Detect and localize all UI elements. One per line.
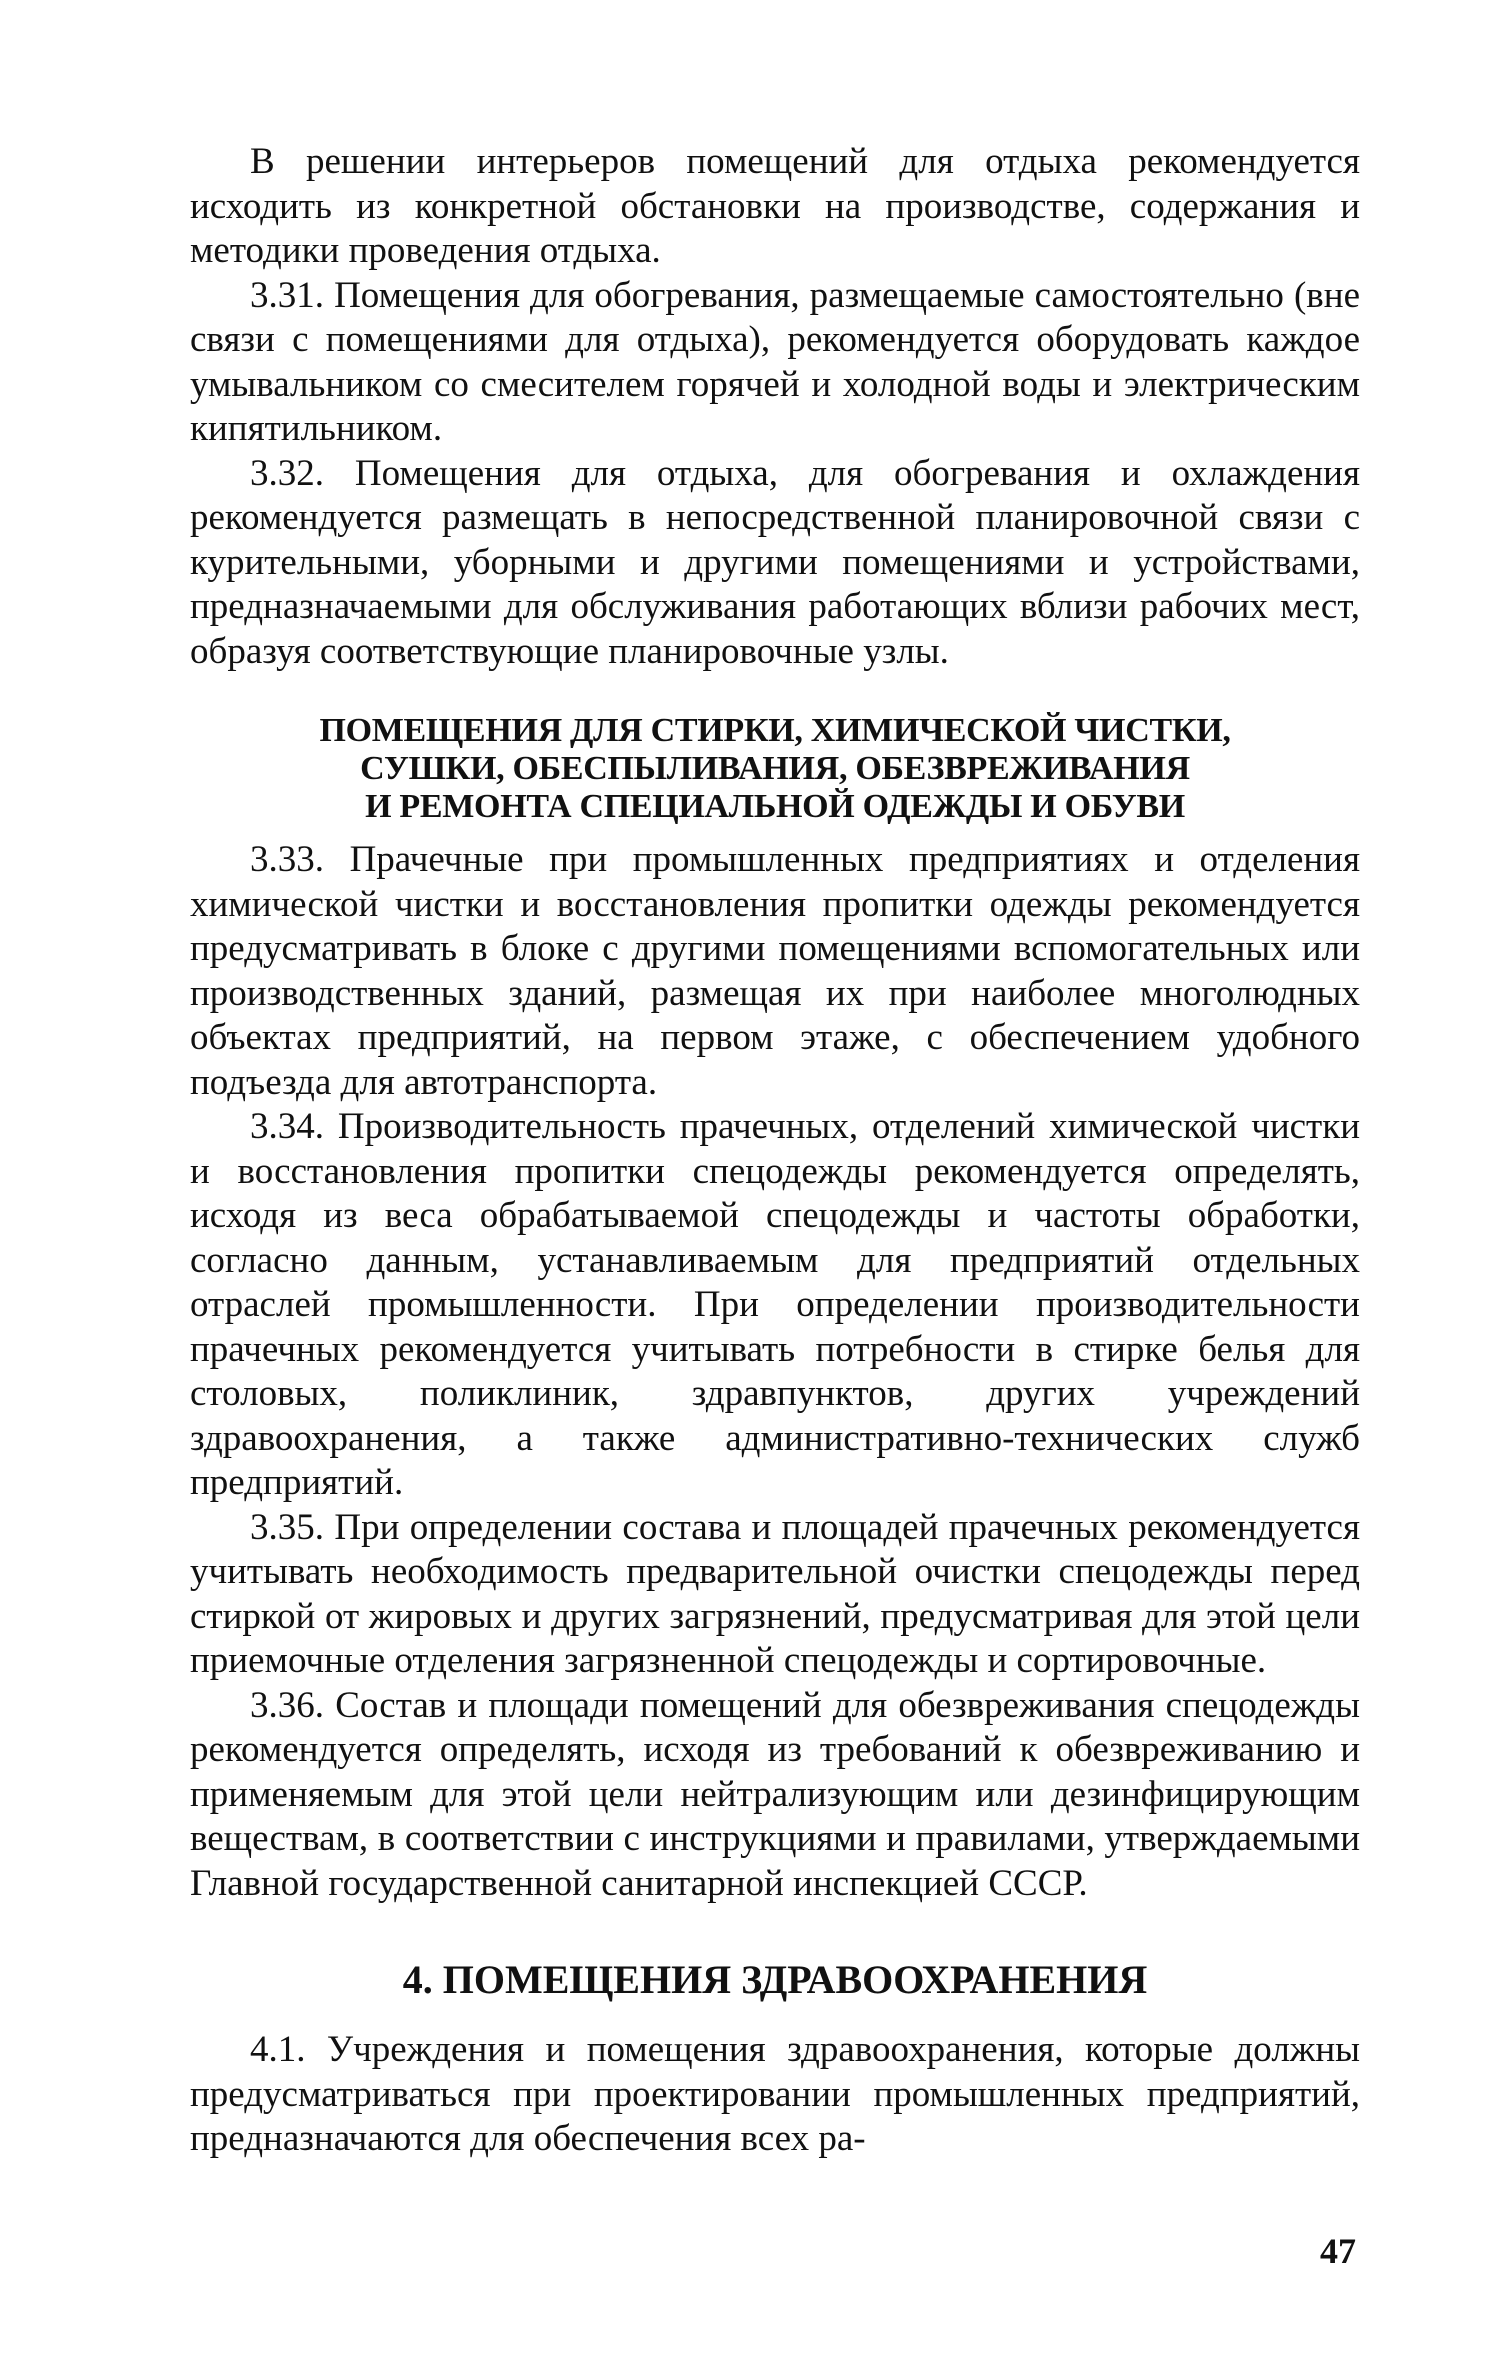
clause-3-34 — [190, 1105, 1360, 1506]
page-number: 47 — [1320, 2231, 1356, 2271]
chapter-heading: 4. ПОМЕЩЕНИЯ ЗДРАВООХРАНЕНИЯ — [402, 1957, 1148, 2002]
clause-3-32 — [190, 452, 1360, 675]
clause-number: 3.33. — [250, 839, 324, 880]
document-page — [190, 140, 1360, 2162]
clause-number: 4.1. — [250, 2029, 306, 2070]
clause-number: 3.31. — [250, 274, 324, 316]
clause-text: Прачечные при промышленных предприятиях и отделения химической чистки и восстановления пропитки одежды рекомендуется предусматривать в блоке с другими помещениями вспомогательных или производственных зданий, размещая их при наиболее многолюдных объектах предприятий, на первом этаже, с обеспечением удобного подъезда для автотранспорта. — [190, 839, 1360, 1103]
clause-text: При определении состава и площадей прачечных рекомендуется учитывать необходимость предварительной очистки спецодежды перед стиркой от жировых и других загрязнений, предусматривая для этой цели приемочные отделения загрязненной спецодежды и сортировочные. — [190, 1506, 1360, 1681]
clause-3-31 — [190, 274, 1360, 452]
clause-text: Помещения для отдыха, для обогревания и охлаждения рекомендуется размещать в непосредственной планировочной связи с курительными, уборными и другими помещениями и устройствами, предназначаемыми для обслуживания работающих вблизи рабочих мест, образуя соответствующие планировочные узлы. — [190, 452, 1360, 672]
clause-3-36 — [190, 1684, 1360, 1907]
clause-number: 3.35. — [250, 1506, 324, 1548]
intro-paragraph: В решении интерьеров помещений для отдыха рекомендуется исходить из конкретной обстановки на производстве, содержания и методики проведения отдыха. — [190, 141, 1360, 271]
clause-number: 3.34. — [250, 1106, 324, 1147]
section-heading-line-2: СУШКИ, ОБЕСПЫЛИВАНИЯ, ОБЕЗВРЕЖИВАНИЯ — [360, 750, 1190, 787]
clause-number: 3.36. — [250, 1684, 324, 1726]
clause-text: Состав и площади помещений для обезвреживания спецодежды рекомендуется определять, исходя из требований к обезвреживанию и применяемым для этой цели нейтрализующим или дезинфицирующим веществам, в соответствии с инструкциями и правилами, утверждаемыми Главной государственной санитарной инспекцией СССР. — [190, 1684, 1360, 1904]
section-heading — [190, 712, 1360, 826]
clause-3-33 — [190, 838, 1360, 1105]
clause-3-35 — [190, 1506, 1360, 1684]
clause-text: Учреждения и помещения здравоохранения, которые должны предусматриваться при проектировании промышленных предприятий, предназначаются для обеспечения всех ра- — [190, 2029, 1361, 2159]
clause-number: 3.32. — [250, 452, 324, 494]
clause-4-1 — [190, 2028, 1360, 2162]
section-heading-line-3: И РЕМОНТА СПЕЦИАЛЬНОЙ ОДЕЖДЫ И ОБУВИ — [365, 788, 1185, 825]
clause-text: Помещения для обогревания, размещаемые самостоятельно (вне связи с помещениями для отдыха), рекомендуется оборудовать каждое умывальником со смесителем горячей и холодной воды и электрическим кипятильником. — [190, 274, 1360, 449]
section-heading-line-1: ПОМЕЩЕНИЯ ДЛЯ СТИРКИ, ХИМИЧЕСКОЙ ЧИСТКИ, — [319, 712, 1231, 749]
clause-text: Производительность прачечных, отделений химической чистки и восстановления пропитки спецодежды рекомендуется определять, исходя из веса обрабатываемой спецодежды и частоты обработки, согласно данным, устанавливаемым для предприятий отдельных отраслей промышленности. При определении производительности прачечных рекомендуется учитывать потребности в стирке белья для столовых, поликлиник, здравпунктов, других учреждений здравоохранения, а также административно-технических служб предприятий. — [190, 1106, 1360, 1503]
